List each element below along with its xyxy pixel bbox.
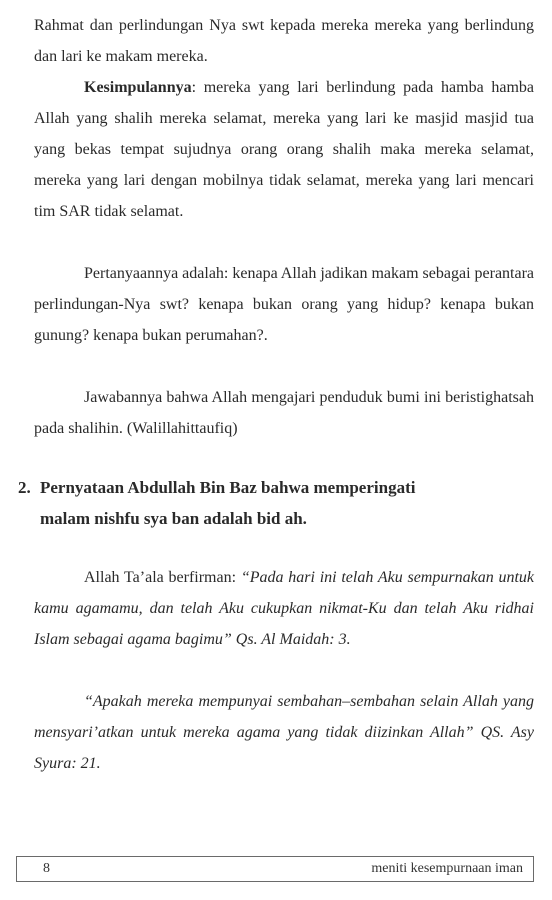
quote-paragraph-syura: “Apakah mereka mempunyai sembahan–sembahan selain Allah yang mensyari’atkan untuk mereka agama yang tidak diizinkan Allah” QS. Asy Syura: 21. — [34, 693, 534, 772]
quote-maidah: “Pada hari ini telah Aku sempurnakan untuk kamu agamamu, dan telah Aku cukupkan nikmat-Ku dan telah Aku ridhai Islam sebagai agama bagimu” Qs. Al Maidah: 3. — [34, 569, 535, 648]
quote-intro: Allah Ta’ala berfirman: — [84, 569, 241, 586]
paragraph-conclusion — [34, 72, 534, 227]
section-title-line2: malam nishfu sya ban adalah bid ah. — [40, 509, 307, 528]
paragraph-answer: Jawabannya bahwa Allah mengajari penduduk bumi ini beristighatsah pada shalihin. (Walillahittaufiq) — [34, 389, 534, 437]
book-title: meniti kesempurnaan iman — [371, 861, 523, 876]
section-heading — [18, 472, 534, 534]
page-footer — [16, 856, 534, 882]
section-title-line1: Pernyataan Abdullah Bin Baz bahwa memperingati — [40, 478, 416, 497]
paragraph-continuation: Rahmat dan perlindungan Nya swt kepada mereka mereka yang berlindung dan lari ke makam mereka. — [34, 17, 534, 65]
paragraph-question: Pertanyaannya adalah: kenapa Allah jadikan makam sebagai perantara perlindungan-Nya swt? kenapa bukan orang yang hidup? kenapa bukan gunung? kenapa bukan perumahan?. — [34, 265, 535, 344]
quote-paragraph-maidah — [34, 562, 534, 655]
page-number: 8 — [43, 861, 50, 876]
conclusion-label: Kesimpulannya — [84, 79, 192, 96]
section-number: 2. — [18, 478, 31, 497]
conclusion-text: : mereka yang lari berlindung pada hamba hamba Allah yang shalih mereka selamat, mereka yang lari ke masjid masjid tua yang bekas tempat sujudnya orang orang shalih maka mereka selamat, mereka yang lari dengan mobilnya tidak selamat, mereka yang lari mencari tim SAR tidak selamat. — [34, 79, 534, 220]
